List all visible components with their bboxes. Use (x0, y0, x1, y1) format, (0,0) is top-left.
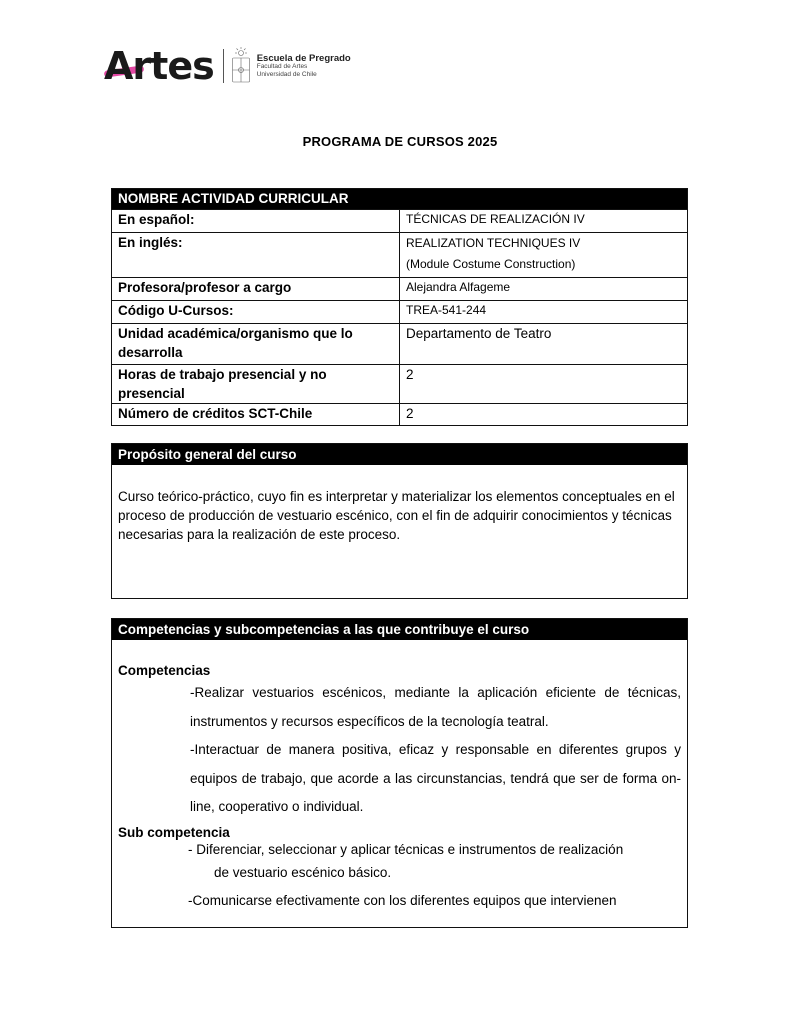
section-header: Propósito general del curso (112, 444, 687, 465)
document-title: PROGRAMA DE CURSOS 2025 (302, 134, 498, 149)
table-header-row (112, 189, 688, 210)
competency-item: -Realizar vestuarios escénicos, mediante la aplicación eficiente de técnicas, instrumentos y recursos específicos de la tecnología teatral. (190, 685, 681, 729)
english-subtitle: (Module Costume Construction) (406, 257, 576, 271)
university-crest-icon (231, 46, 251, 86)
purpose-text: Curso teórico-práctico, cuyo fin es interpretar y materializar los elementos conceptuales en el proceso de producción de vestuario escénico, con el fin de adquirir conocimientos y técnicas necesarias para la realización de este proceso. (118, 489, 675, 542)
table-row-spanish-name (112, 210, 688, 233)
purpose-section (111, 443, 688, 599)
table-row-english-name (112, 233, 688, 278)
row-label: Unidad académica/organismo que lo desarrolla (112, 324, 400, 365)
row-label: En español: (112, 210, 400, 233)
row-value: 2 (400, 404, 688, 426)
table-row-credits (112, 404, 688, 426)
table-row-hours (112, 365, 688, 404)
row-value (400, 233, 688, 278)
school-name: Escuela de Pregrado Facultad de Artes Universidad de Chile (256, 52, 351, 78)
row-label: En inglés: (112, 233, 400, 278)
row-value: Alejandra Alfageme (400, 278, 688, 301)
competencias-heading: Competencias (118, 663, 211, 678)
english-title: REALIZATION TECHNIQUES IV (406, 236, 581, 250)
section-header: Competencias y subcompetencias a las que contribuye el curso (112, 619, 687, 640)
competency-item: -Interactuar de manera positiva, eficaz y responsable en diferentes grupos y equipos de trabajo, que acorde a las circunstancias, tendrá que ser de forma on-line, cooperativo o individual. (190, 742, 681, 814)
row-value: TREA-541-244 (400, 301, 688, 324)
competencies-section (111, 618, 688, 928)
row-label: Profesora/profesor a cargo (112, 278, 400, 301)
table-row-professor (112, 278, 688, 301)
row-value: Departamento de Teatro (400, 324, 688, 365)
row-value: TÉCNICAS DE REALIZACIÓN IV (400, 210, 688, 233)
subcompetency-item: - Diferenciar, seleccionar y aplicar técnicas e instrumentos de realización (188, 841, 624, 857)
faculty-logo (104, 44, 351, 88)
row-label: Horas de trabajo presencial y no presencial (112, 365, 400, 404)
row-label: Número de créditos SCT-Chile (112, 404, 400, 426)
row-label: Código U-Cursos: (112, 301, 400, 324)
subcompetencia-heading: Sub competencia (118, 824, 230, 840)
artes-wordmark: Artes (104, 44, 214, 88)
row-value: 2 (400, 365, 688, 404)
course-info-table (111, 188, 688, 426)
subcompetency-item-continued: de vestuario escénico básico. (214, 864, 392, 880)
competencies-body (112, 640, 687, 916)
table-header: NOMBRE ACTIVIDAD CURRICULAR (112, 189, 688, 210)
subcompetency-item: -Comunicarse efectivamente con los diferentes equipos que intervienen (188, 893, 617, 908)
logo-divider (223, 49, 224, 83)
table-row-course-code (112, 301, 688, 324)
table-row-academic-unit (112, 324, 688, 365)
